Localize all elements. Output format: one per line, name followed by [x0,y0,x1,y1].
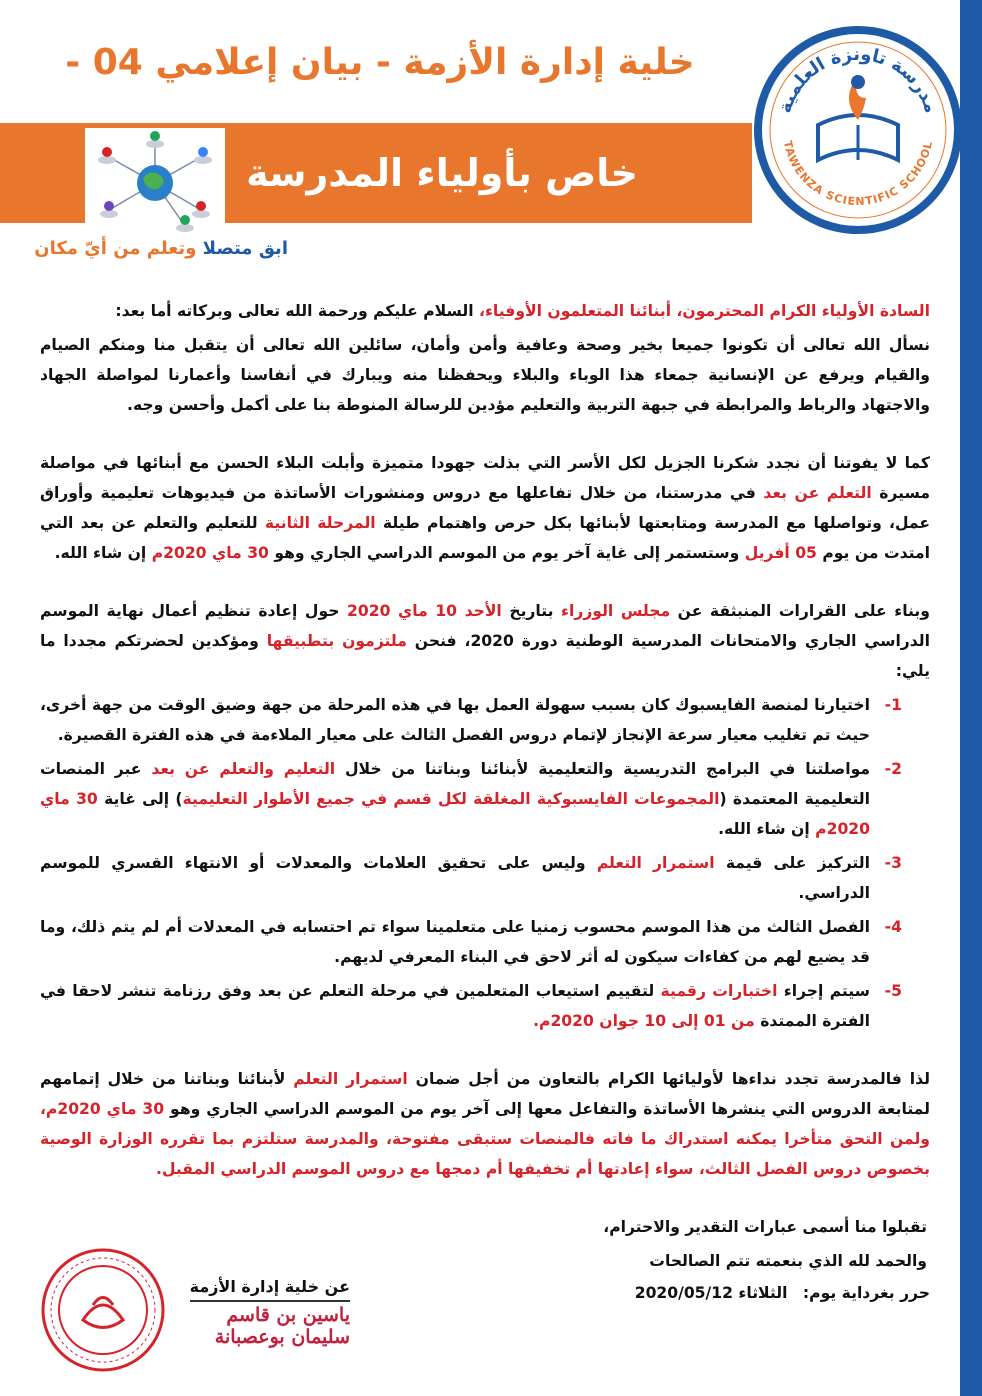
p2-highlight-start-date: 05 أفريل [744,544,817,562]
banner-text: خاص بأولياء المدرسة [202,143,682,203]
list-item-highlight: اختبارات رقمية [660,982,778,1000]
date-value: 2020/05/12 [634,1284,733,1302]
list-item-highlight: 30 ماي 2020م [40,790,870,838]
final-highlight-date: 30 ماي 2020م، [40,1100,165,1118]
list-number: 2- [884,760,902,778]
list-item-text: اختيارنا لمنصة الفايسبوك كان بسبب سهولة العمل بها في هذه المرحلة من جهة وضيق الوقت من جهة أخرى، حيث تم تغليب معيار سرعة الإنجاز لإتمام دروس الفصل الثالث على معيار الملاءمة في هذه الفترة القصيرة. [40,696,870,744]
document-body [40,296,930,1212]
p3-highlight-commitment: ملتزمون بتطبيقها [266,632,407,650]
signer-title: عن خلية إدارة الأزمة [189,1277,350,1296]
list-item-text: التركيز على قيمة [725,854,870,872]
p3-text-a: وبناء على القرارات المنبثقة عن [677,602,930,620]
list-item [40,848,930,908]
p2-highlight-phase-two: المرحلة الثانية [264,514,376,532]
closing [603,1210,927,1278]
final-highlight-continuity: استمرار التعلم [293,1070,408,1088]
p2-highlight-distance-learning: التعلم عن بعد [763,484,872,502]
logo-english-name: TAWENZA SCIENTIFIC SCHOOL [780,139,936,209]
date-label: حرر بغرداية يوم: [802,1284,930,1302]
network-globe-illustration [85,128,225,233]
list-item-highlight: من 01 إلى 10 جوان 2020م. [533,1012,755,1030]
signer-name-1: ياسين بن قاسم [226,1304,350,1326]
tagline-part1: ابق متصلا [202,238,288,259]
list-item-text: عبر المنصات التعليمية المعتمدة ( [40,760,871,808]
date-line [635,1284,930,1302]
closing-line-1: تقبلوا منا أسمى عبارات التقدير والاحترام، [603,1218,927,1236]
logo-arabic-name: مدرسة تاونزة العلمية [774,43,942,116]
greeting [40,296,930,326]
globe-network-icon [85,128,225,233]
numbered-list [40,690,930,1036]
official-stamp [38,1245,168,1375]
date-day: الثلاثاء [738,1284,788,1302]
signer-name-2: سليمان بوعصبانة [214,1326,350,1348]
list-item-text: وليس على تحقيق العلامات والمعدلات أو الانتهاء القسري للموسم الدراسي. [40,854,870,902]
tagline-part2: وتعلم من أيّ مكان [34,238,197,259]
list-item [40,690,930,750]
final-paragraph [40,1064,930,1184]
p3-text-e: حول إعادة تنظيم أعمال نهاية الموسم الدراسي الجاري والامتحانات المدرسية الوطنية دورة 2020، فنحن [40,602,930,650]
list-item-text: مواصلتنا في البرامج التدريسية والتعليمية لأبنائنا وبناتنا من خلال [344,760,870,778]
paragraph-2 [40,448,930,568]
greeting-address: السادة الأولياء الكرام المحترمون، أبنائنا المتعلمون الأوفياء، [479,302,930,320]
p2-text-c: في مدرستنا، من خلال تفاعلها مع دروس ومنشورات الأساتذة من فيديوهات تعليمية وأوراق عمل، وتواصلها مع المدرسة ومتابعتها لأبنائها بكل حرص واهتمام طيلة [40,484,930,532]
list-item-highlight: استمرار التعلم [596,854,715,872]
tagline [34,238,288,259]
final-text-c: لأبنائنا وبناتنا من خلال إتمامهم لمتابعة الدروس التي ينشرها الأساتذة والتفاعل معها إلى آخر يوم من الموسم الدراسي الجاري وهو [40,1070,930,1118]
p2-highlight-end-date: 30 ماي 2020م [151,544,269,562]
p2-text-g: وستستمر إلى غاية آخر يوم من الموسم الدراسي الجاري وهو [274,544,740,562]
p3-highlight-council: مجلس الوزراء [561,602,671,620]
list-item-text: إن شاء الله. [718,820,810,838]
signature-block [160,1277,350,1348]
p2-text-a: كما لا يفوتنا أن نجدد شكرنا الجزيل لكل الأسر التي بذلت جهودا متميزة وأبلت البلاء الحسن مع أبنائها في مواصلة مسيرة [40,454,931,502]
document-title: خلية إدارة الأزمة - بيان إعلامي 04 - [65,42,695,83]
paragraph-1: نسأل الله تعالى أن تكونوا جميعا بخير وصحة وعافية وأمن وأمان، سائلين الله تعالى أن يتقبل منا ومنكم الصيام والقيام ويرفع عن الإنسانية جمعاء هذا الوباء والبلاء ويحفظنا منه ويبارك في أنفاسنا وأعمارنا لمواصلة الجهاد والاجتهاد والرباط والمرابطة في جبهة التربية والتعليم مؤدين للرسالة المنوطة بنا على أكمل وأحسن وجه. [40,336,930,414]
list-number: 1- [884,696,902,714]
p3-text-g: ومؤكدين لحضرتكم مجددا ما يلي: [40,632,930,680]
paragraph-3 [40,596,930,686]
p2-text-i: إن شاء الله. [54,544,147,562]
school-emblem-icon [748,10,968,250]
list-item-highlight: المجموعات الفايسبوكية المغلقة لكل قسم في جميع الأطوار التعليمية [182,790,720,808]
list-item [40,976,930,1036]
final-highlight-late-joiners: ولمن التحق متأخرا يمكنه استدراك ما فاته فالمنصات ستبقى مفتوحة، والمدرسة ستلتزم بما تقرره الوزارة الوصية بخصوص دروس الفصل الثالث، سواء إعادتها أم تخفيفها أم دمجها مع دروس الموسم الدراسي المقبل. [40,1130,930,1178]
list-item-highlight: التعليم والتعلم عن بعد [151,760,336,778]
p3-highlight-date: الأحد 10 ماي 2020 [347,602,502,620]
final-text-a: لذا فالمدرسة تجدد نداءها لأوليائها الكرام بالتعاون من أجل ضمان [415,1070,930,1088]
p2-text-e: للتعليم والتعلم عن بعد التي امتدت من يوم [40,514,930,562]
greeting-salutation: السلام عليكم ورحمة الله تعالى وبركاته أما بعد: [115,302,474,320]
list-item-text: الفصل الثالث من هذا الموسم محسوب زمنيا على متعلمينا سواء تم احتسابه في المعدلات أم لم يتم ذلك، وما قد يضيع لهم من كفاءات سيكون له أثر لاحق في البناء المعرفي لديهم. [40,918,870,966]
school-logo [748,10,968,250]
signature-line [190,1300,350,1302]
list-item-text: ) إلى غاية [104,790,183,808]
stamp-seal-icon [38,1245,168,1375]
list-number: 4- [884,918,902,936]
p3-text-c: بتاريخ [509,602,554,620]
list-item [40,912,930,972]
list-number: 5- [884,982,902,1000]
list-item-text: لتقييم استيعاب المتعلمين في مرحلة التعلم عن بعد وفق رزنامة تنشر لاحقا في الفترة الممتدة [40,982,870,1030]
list-item [40,754,930,844]
closing-line-2: والحمد لله الذي بنعمته تتم الصالحات [649,1252,927,1270]
list-item-text: سيتم إجراء [783,982,870,1000]
list-number: 3- [884,854,902,872]
